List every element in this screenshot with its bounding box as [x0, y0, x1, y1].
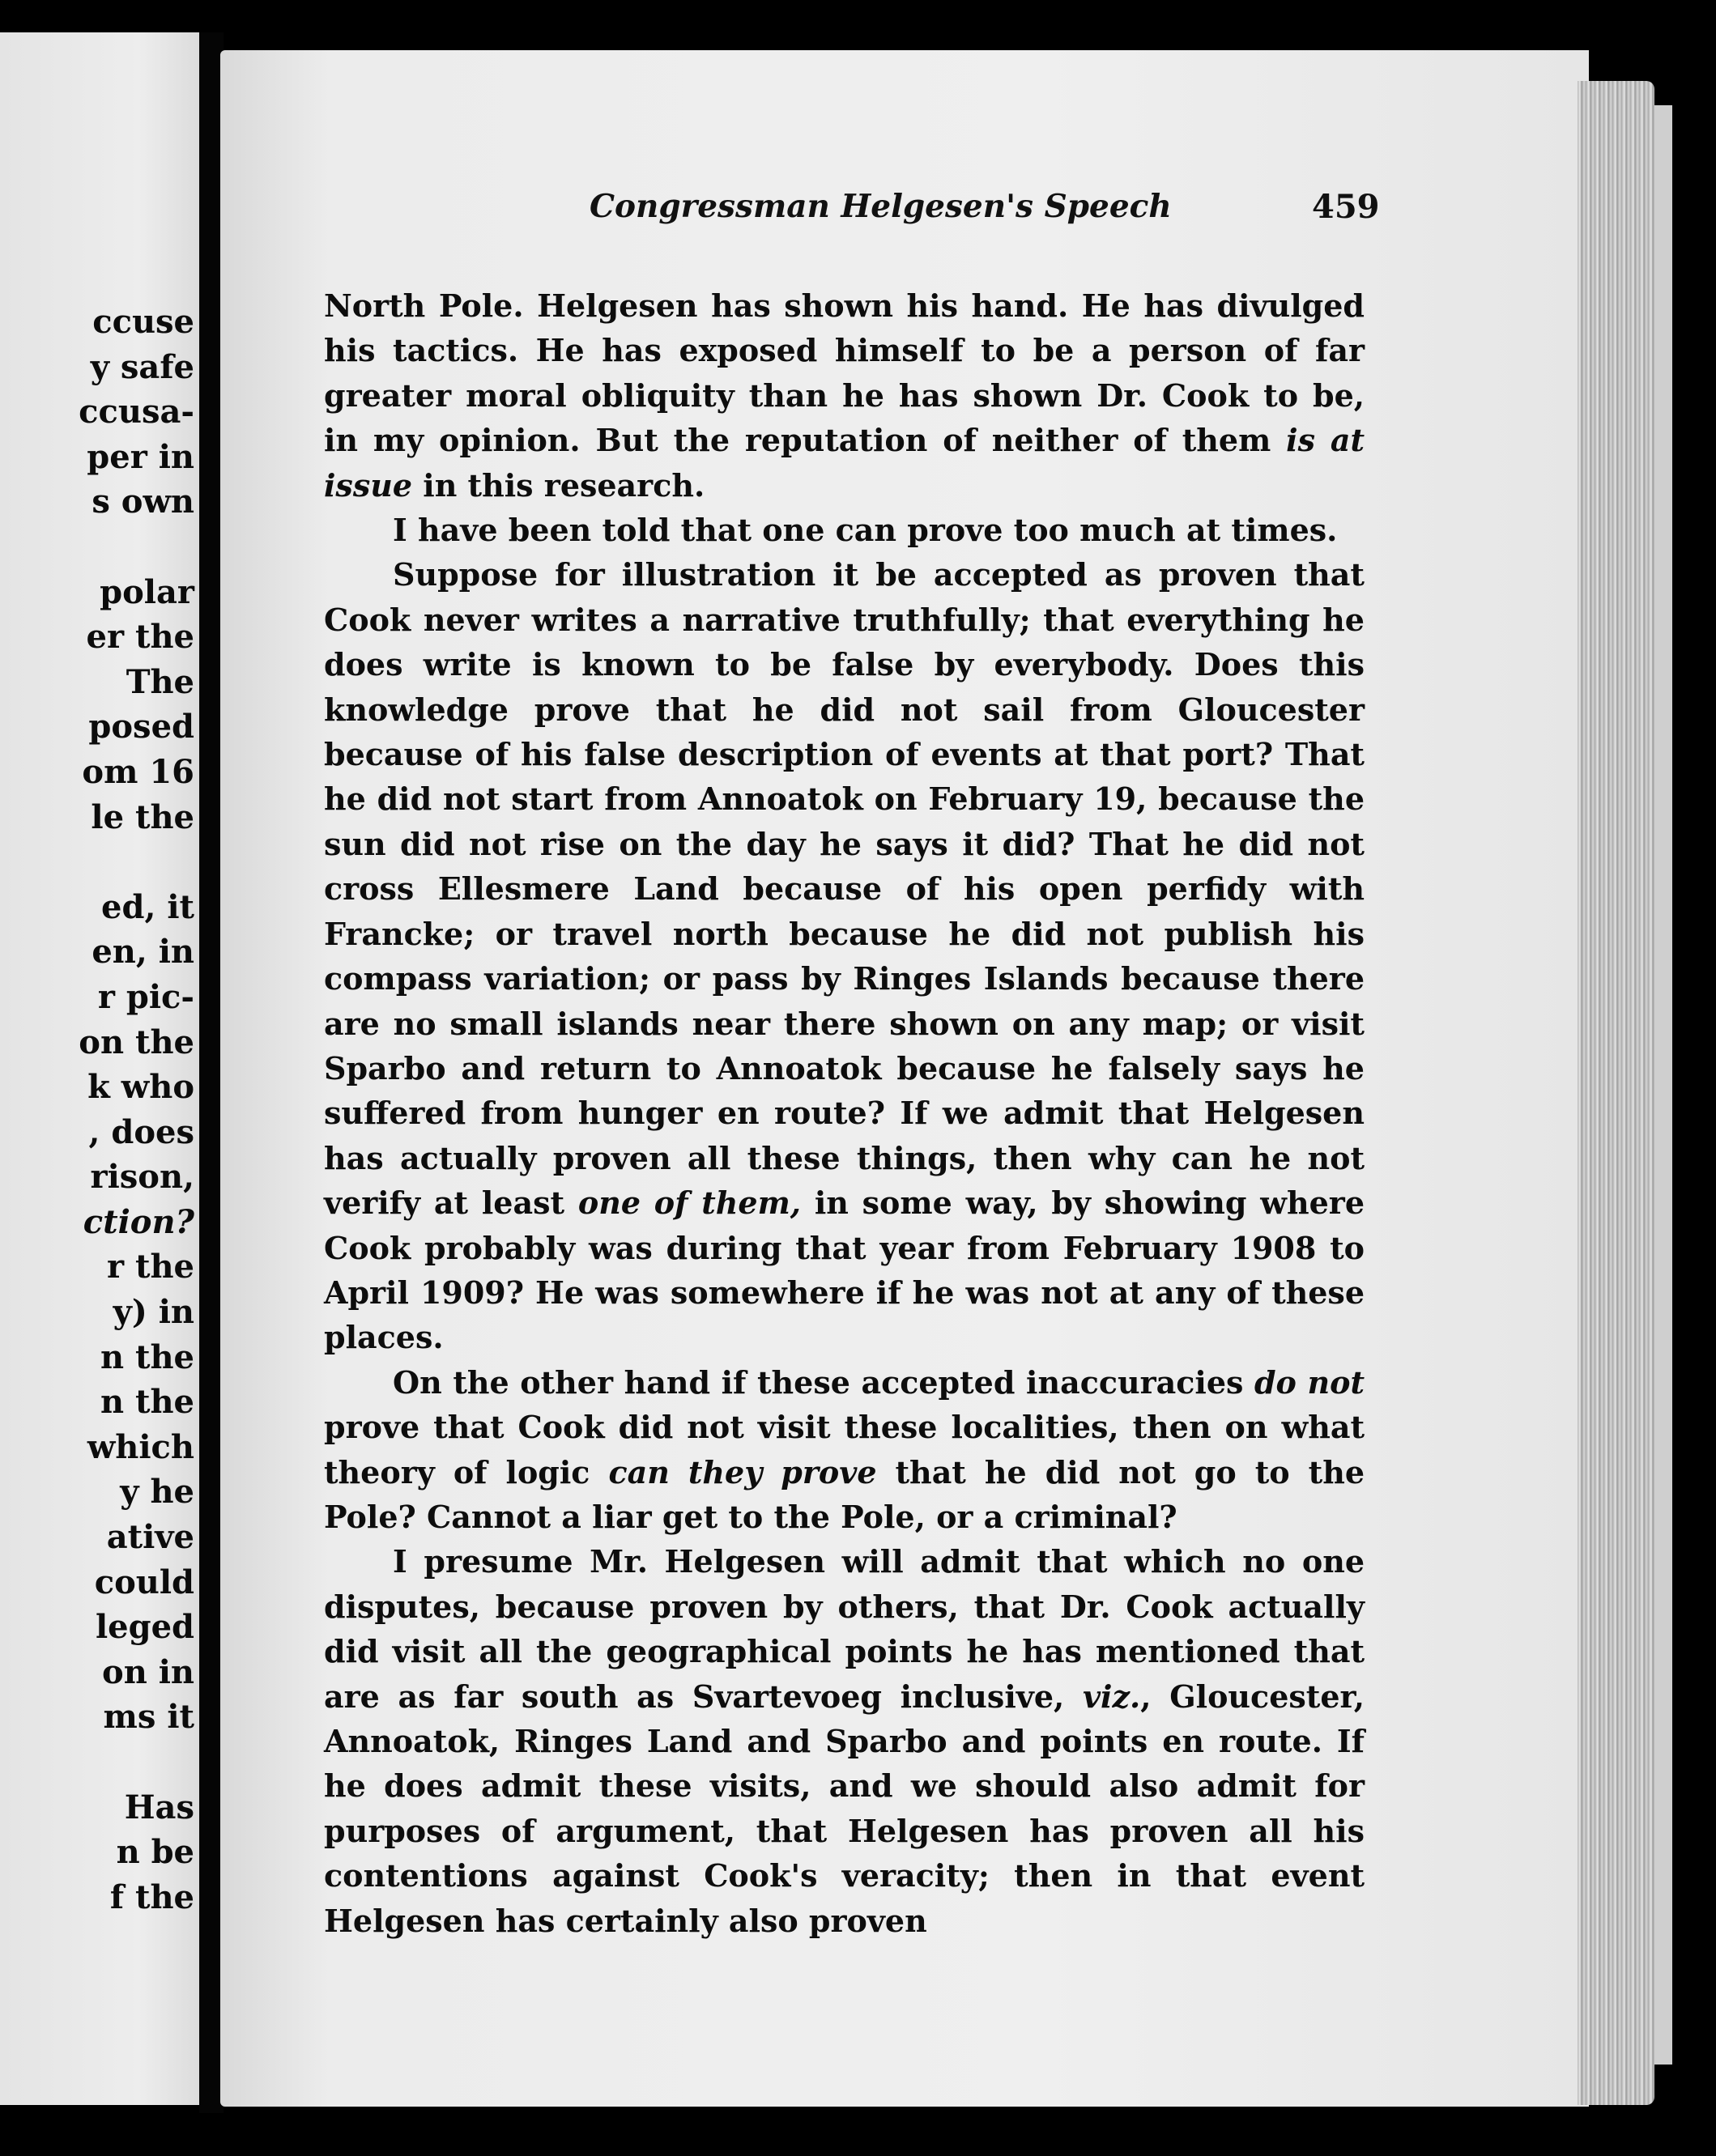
text-run: Suppose for illustration it be accepted as proven that Cook never writes a narrative truthfully; that everything he does write is known to be false by everybody. Does this knowledge prove that he did not sail from Gloucester because of his false description of events at that port? That he did not start from Annoatok on February 19, because the sun did not rise on the day he says it did? That he did not cross Ellesmere Land because of his open perfidy with Francke; or travel north because he did not publish his compass variation; or pass by Ringes Islands because there are no small islands near there shown on any map; or visit Sparbo and return to Annoatok because he falsely says he suffered from hunger en route? If we admit that Helgesen has actually proven all these things, then why can he not verify at least — [324, 556, 1365, 1222]
page-edge-stack-outer — [1654, 105, 1672, 2065]
left-line: polar — [100, 572, 194, 611]
left-line: posed — [88, 708, 194, 746]
left-line: om 16 — [82, 752, 194, 791]
text-run: prove that Cook did not visit these localities, then on what theory of logic — [324, 1409, 1365, 1490]
left-line: en, in — [92, 933, 194, 972]
left-line: y safe — [90, 347, 194, 386]
left-line: er the — [86, 618, 194, 657]
left-line: n the — [100, 1337, 194, 1376]
text-run: North Pole. Helgesen has shown his hand. He has divulged his tactics. He has exposed himself to be a person of far greater moral obliquity than he has shown Dr. Cook to be, in my opinion. But the reputation of neither of them — [324, 287, 1365, 459]
left-line: ative — [106, 1518, 194, 1557]
italic-run: one of them, — [577, 1184, 802, 1222]
left-line — [0, 1740, 194, 1785]
paragraph-4 — [324, 1360, 1365, 1540]
left-line: per in — [87, 437, 194, 476]
left-line: The — [126, 662, 194, 701]
left-line: le the — [91, 797, 194, 836]
left-line: ms it — [103, 1698, 194, 1737]
left-line: ccuse — [92, 303, 194, 341]
paragraph-3 — [324, 552, 1365, 1359]
left-line: y) in — [113, 1293, 194, 1332]
left-line: could — [94, 1563, 194, 1601]
paragraph-1 — [324, 283, 1365, 508]
left-line: ction? — [83, 1202, 194, 1241]
left-line: y he — [120, 1473, 194, 1512]
left-page-text-fragments — [0, 300, 194, 1920]
running-title: Congressman Helgesen's Speech — [590, 188, 1172, 225]
text-run: in some way, by showing where Cook probably was during that year from February 1908 to April 1909? He was somewhere if he was not at any of these places. — [324, 1184, 1365, 1356]
text-run: in this research. — [412, 466, 705, 504]
italic-run: is at issue — [324, 422, 1365, 504]
left-line: , does — [88, 1112, 194, 1151]
left-line — [0, 525, 194, 570]
left-line: rison, — [90, 1158, 194, 1197]
text-run: that he did not go to the Pole? Cannot a liar get to the Pole, or a criminal? — [324, 1453, 1365, 1535]
left-line: f the — [109, 1877, 194, 1916]
italic-run: do not — [1254, 1363, 1365, 1401]
left-line: r pic- — [97, 977, 194, 1016]
left-line: on in — [102, 1652, 194, 1691]
left-line: ed, it — [101, 887, 194, 926]
page-edge-stack — [1578, 81, 1654, 2105]
left-line — [0, 840, 194, 885]
italic-run: viz. — [1082, 1678, 1141, 1715]
left-line: r the — [106, 1248, 194, 1286]
text-run: I presume Mr. Helgesen will admit that which no one disputes, because proven by others, that Dr. Cook actually did visit all the geographical points he has mentioned that are as far south as Svartevoeg inclusive, — [324, 1543, 1365, 1715]
text-run: , Gloucester, Annoatok, Ringes Land and Sparbo and points en route. If he does admit these visits, and we should also admit for purposes of argument, that Helgesen has proven all his contentions against Cook's veracity; then in that event Helgesen has certainly also proven — [324, 1678, 1365, 1939]
left-line: on the — [79, 1023, 194, 1061]
left-line: n the — [100, 1383, 194, 1422]
page-number: 459 — [1312, 188, 1380, 226]
italic-run: can they prove — [608, 1453, 877, 1490]
paragraph-5 — [324, 1539, 1365, 1943]
body-text — [324, 283, 1365, 1943]
left-facing-page — [0, 32, 199, 2105]
paragraph-2: I have been told that one can prove too much at times. — [393, 512, 1338, 549]
left-line: leged — [95, 1608, 194, 1647]
text-run: On the other hand if these accepted inaccuracies — [393, 1363, 1254, 1401]
left-line: s own — [92, 483, 194, 521]
left-line: n be — [116, 1833, 194, 1872]
left-line: which — [87, 1427, 194, 1466]
left-line: ccusa- — [79, 393, 194, 432]
left-line: k who — [87, 1068, 194, 1107]
left-line: Has — [124, 1788, 194, 1826]
